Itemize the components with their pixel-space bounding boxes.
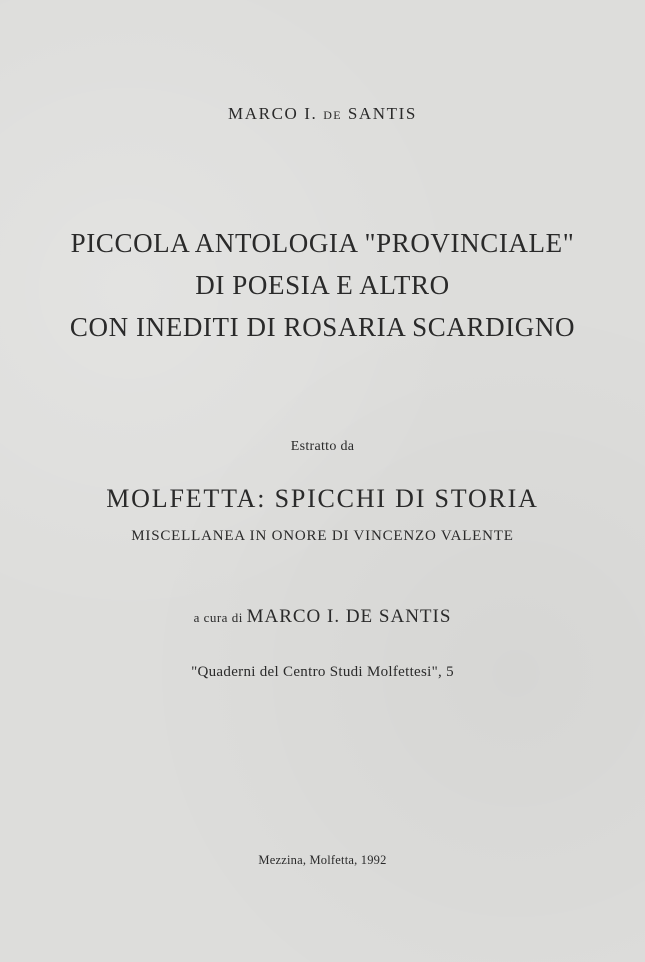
editor-line <box>0 606 645 628</box>
editor-name: MARCO I. DE SANTIS <box>246 606 452 627</box>
book-subtitle: MISCELLANEA IN ONORE DI VINCENZO VALENTE <box>131 528 514 544</box>
author-line <box>0 104 645 124</box>
series-line: "Quaderni del Centro Studi Molfettesi", 5 <box>191 664 454 680</box>
extract-label: Estratto da <box>290 439 355 454</box>
title-line-1: PICCOLA ANTOLOGIA "PROVINCIALE" <box>70 228 575 258</box>
author-name-part1: MARCO I. <box>228 104 318 123</box>
title-line-3: CON INEDITI DI ROSARIA SCARDIGNO <box>69 312 576 342</box>
author-name-part2: SANTIS <box>347 104 417 123</box>
author-name-particle: DE <box>323 108 342 122</box>
editor-prefix: a cura di <box>193 610 243 625</box>
book-title: MOLFETTA: SPICCHI DI STORIA <box>106 484 539 513</box>
imprint-line: Mezzina, Molfetta, 1992 <box>258 853 387 867</box>
title-line-2: DI POESIA E ALTRO <box>195 270 450 300</box>
